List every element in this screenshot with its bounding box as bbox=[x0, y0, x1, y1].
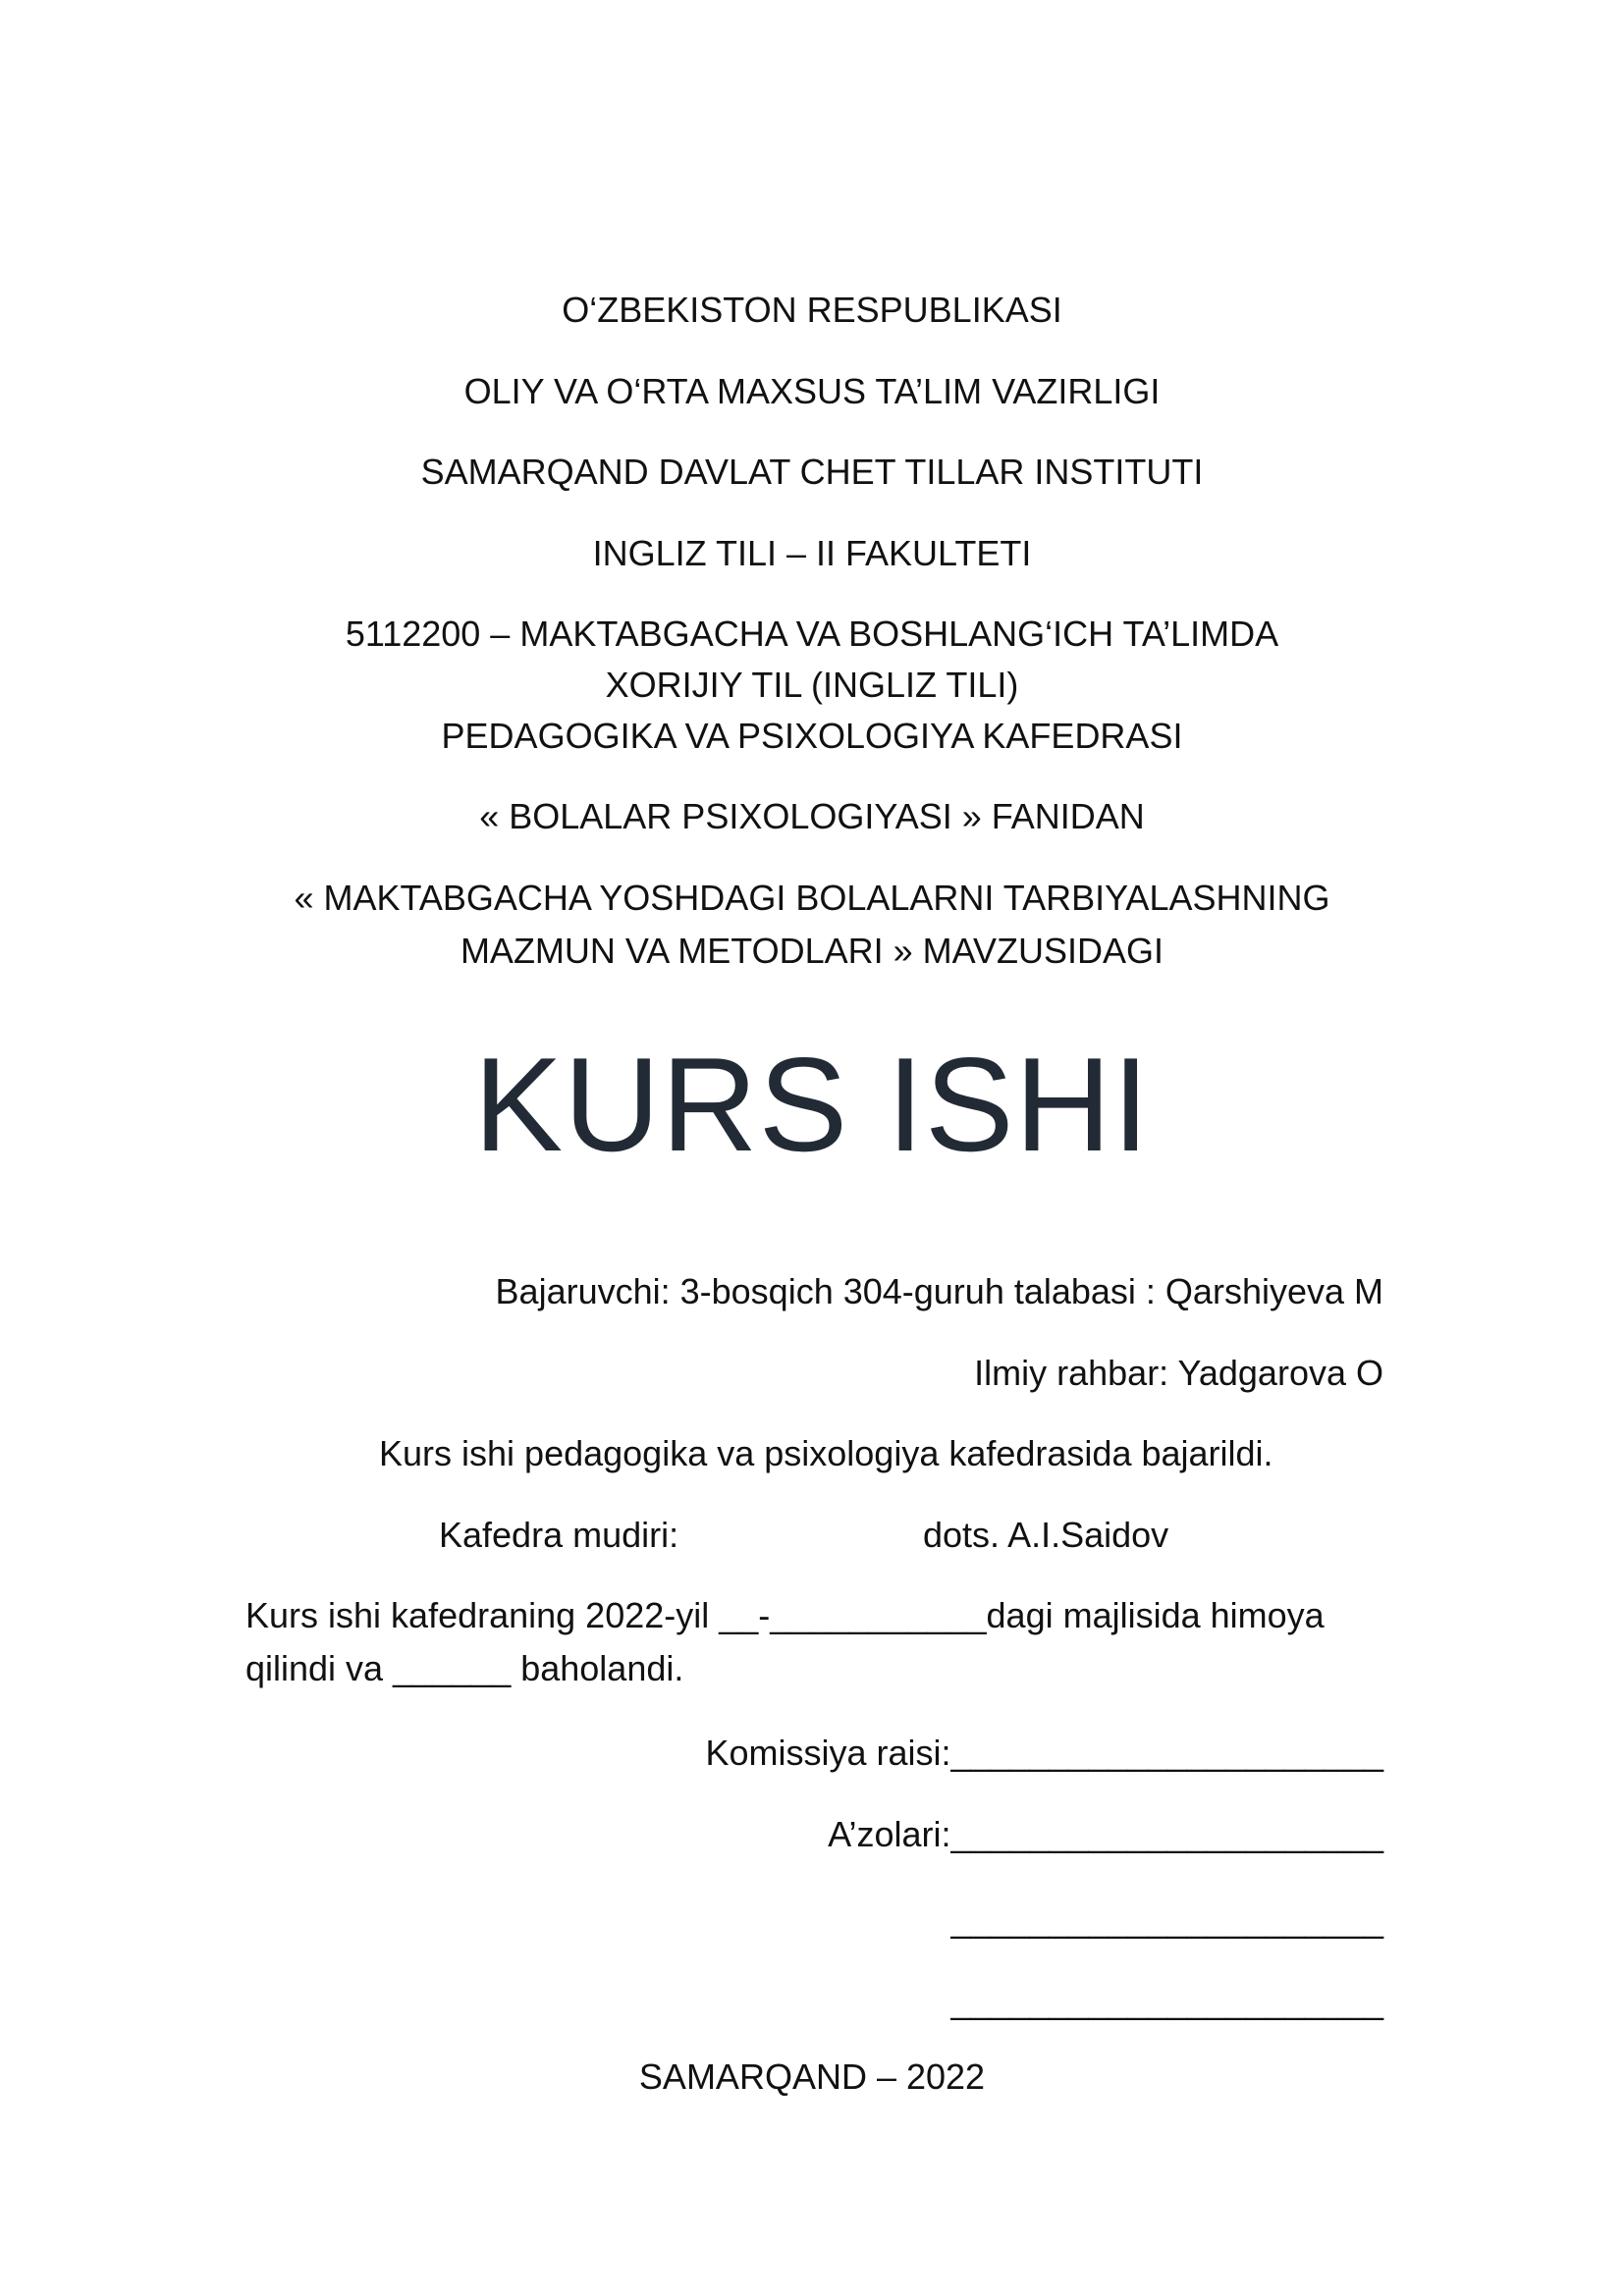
signature-blank-2: ______________________ bbox=[950, 1981, 1383, 2021]
members-line: A’zolari:______________________ bbox=[828, 1814, 1383, 1854]
ministry-heading: OLIY VA O‘RTA MAXSUS TA’LIM VAZIRLIGI bbox=[463, 371, 1161, 411]
performer-info: Bajaruvchi: 3-bosqich 304-guruh talabasi : Qarshiyeva M bbox=[495, 1271, 1383, 1311]
completed-note: Kurs ishi pedagogika va psixologiya kafedrasida bajarildi. bbox=[379, 1433, 1273, 1473]
city-year-footer: SAMARQAND – 2022 bbox=[638, 2056, 986, 2097]
faculty-heading: INGLIZ TILI – II FAKULTETI bbox=[592, 533, 1032, 573]
topic-line-1: « MAKTABGACHA YOSHDAGI BOLALARNI TARBIYALASHNING bbox=[294, 878, 1330, 918]
specialty-line-2: XORIJIY TIL (INGLIZ TILI) bbox=[605, 665, 1019, 705]
defense-line-1: Kurs ishi kafedraning 2022-yil __-___________dagi majlisida himoya bbox=[245, 1595, 1325, 1635]
defense-line-2: qilindi va ______ baholandi. bbox=[245, 1648, 684, 1688]
subject-heading: « BOLALAR PSIXOLOGIYASI » FANIDAN bbox=[479, 796, 1145, 836]
head-label: Kafedra mudiri: bbox=[439, 1515, 679, 1555]
document-title: KURS ISHI bbox=[473, 1030, 1151, 1179]
supervisor-info: Ilmiy rahbar: Yadgarova O bbox=[974, 1353, 1383, 1393]
republic-heading: O‘ZBEKISTON RESPUBLIKASI bbox=[562, 290, 1062, 330]
specialty-line-1: 5112200 – MAKTABGACHA VA BOSHLANG‘ICH TA’LIMDA bbox=[345, 614, 1279, 654]
department-heading: PEDAGOGIKA VA PSIXOLOGIYA KAFEDRASI bbox=[441, 716, 1183, 756]
topic-line-2: MAZMUN VA METODLARI » MAVZUSIDAGI bbox=[460, 931, 1164, 971]
head-name: dots. A.I.Saidov bbox=[923, 1515, 1169, 1555]
institute-heading: SAMARQAND DAVLAT CHET TILLAR INSTITUTI bbox=[420, 452, 1204, 492]
commission-chair-line: Komissiya raisi:______________________ bbox=[705, 1733, 1383, 1773]
signature-blank-1: ______________________ bbox=[950, 1899, 1383, 1940]
